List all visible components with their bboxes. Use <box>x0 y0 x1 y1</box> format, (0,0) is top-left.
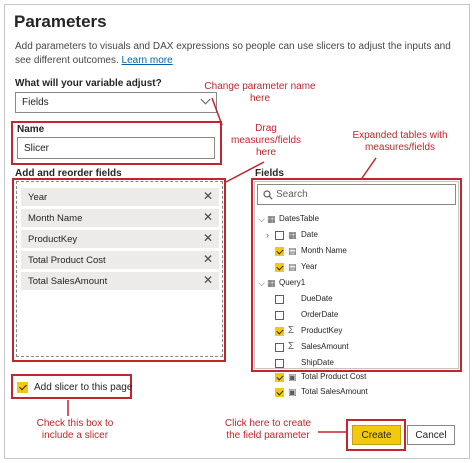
fieldwell-item-label: Year <box>28 192 48 203</box>
tree-label: OrderDate <box>301 310 339 319</box>
close-icon[interactable]: ✕ <box>202 273 213 287</box>
table-icon: ▦ <box>267 214 276 224</box>
tree-label: ShipDate <box>301 358 334 367</box>
calculator-icon: ▣ <box>288 372 297 382</box>
annotation-click-here: Click here to create the field parameter <box>224 418 312 441</box>
sum-icon: Σ <box>288 341 295 352</box>
close-icon[interactable]: ✕ <box>202 231 213 245</box>
tree-label: Year <box>301 262 318 271</box>
field-icon: ▤ <box>288 246 297 256</box>
chevron-down-icon[interactable]: ⌵ <box>258 214 265 224</box>
variable-value: Fields <box>22 97 49 108</box>
add-slicer-label: Add slicer to this page <box>34 382 133 393</box>
variable-label: What will your variable adjust? <box>15 78 162 89</box>
annotation-change-name: Change parameter name here <box>204 81 316 104</box>
connector-line <box>212 98 222 125</box>
cancel-button[interactable]: Cancel <box>407 425 455 445</box>
fieldwell-item-label: Month Name <box>28 213 83 224</box>
close-icon[interactable]: ✕ <box>202 210 213 224</box>
fieldwell-item-label: Total SalesAmount <box>28 276 108 287</box>
connector-line <box>362 158 376 178</box>
tree-label: Month Name <box>301 246 347 255</box>
close-icon[interactable]: ✕ <box>202 252 213 266</box>
tree-label: DatesTable <box>279 214 320 223</box>
fields-label: Fields <box>255 168 284 179</box>
tree-label: ProductKey <box>301 326 343 335</box>
field-icon: ▤ <box>288 262 297 272</box>
fieldwell-item-label: Total Product Cost <box>28 255 106 266</box>
sum-icon: Σ <box>288 325 295 336</box>
close-icon[interactable]: ✕ <box>202 189 213 203</box>
tree-label: Date <box>301 230 318 239</box>
tree-label: Total Product Cost <box>301 372 367 381</box>
tree-label: DueDate <box>301 294 333 303</box>
dialog-title: Parameters <box>14 12 107 31</box>
annotation-check-box: Check this box to include a slicer <box>36 418 114 441</box>
chevron-right-icon[interactable]: › <box>266 230 269 240</box>
learn-more-link[interactable]: Learn more <box>121 55 173 66</box>
fieldwell-item-label: ProductKey <box>28 234 78 245</box>
calendar-icon: ▦ <box>288 230 297 240</box>
calculator-icon: ▣ <box>288 387 297 397</box>
chevron-down-icon[interactable]: ⌵ <box>258 278 265 288</box>
description-text: Add parameters to visuals and DAX expressions so people can use slicers to adjust the inputs and see different outcomes. <box>15 41 451 66</box>
connector-line <box>226 162 264 182</box>
annotation-expanded-tables: Expanded tables with measures/fields <box>352 130 448 153</box>
search-placeholder: Search <box>276 189 308 200</box>
table-icon: ▦ <box>267 278 276 288</box>
fieldwell-label: Add and reorder fields <box>15 168 122 179</box>
tree-label: SalesAmount <box>301 342 349 351</box>
create-button[interactable]: Create <box>352 425 401 445</box>
name-input[interactable]: Slicer <box>17 137 215 159</box>
annotation-drag-fields: Drag measures/fields here <box>230 123 302 158</box>
name-label: Name <box>17 124 45 135</box>
tree-label: Query1 <box>279 278 306 287</box>
tree-label: Total SalesAmount <box>301 387 368 396</box>
